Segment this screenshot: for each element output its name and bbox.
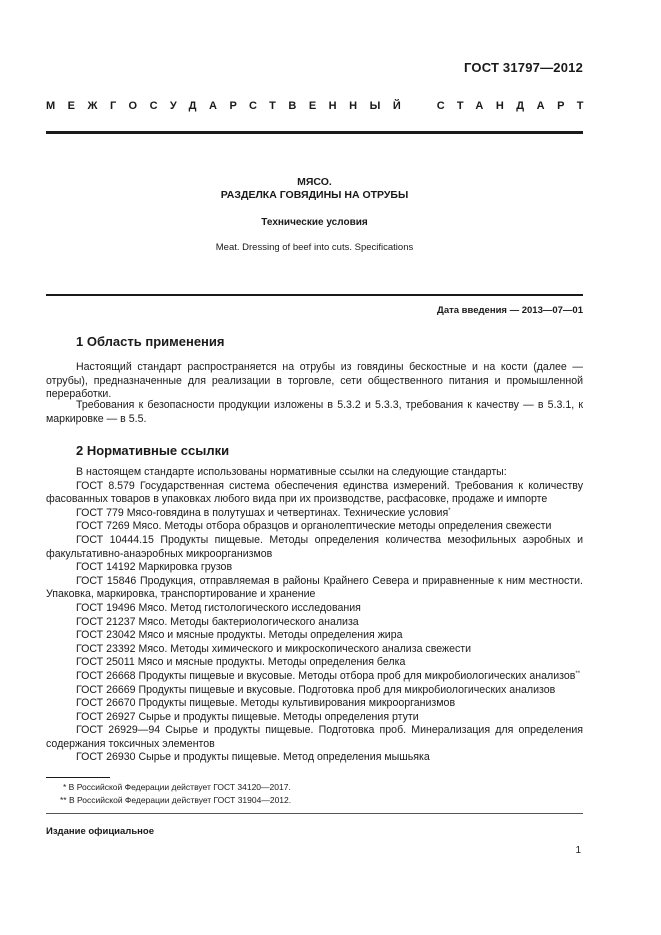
banner-right: СТАНДАРТ [436, 100, 596, 112]
reference-text: ГОСТ 19496 Мясо. Метод гистологического исследования [76, 601, 361, 614]
standard-banner [46, 100, 596, 112]
reference-item [46, 629, 583, 643]
page-number: 1 [575, 845, 581, 856]
reference-item [46, 670, 583, 684]
reference-text: ГОСТ 25011 Мясо и мясные продукты. Методы определения белка [76, 656, 406, 669]
reference-item [46, 602, 583, 616]
title-line-1: МЯСО. [297, 176, 332, 188]
reference-item [46, 480, 583, 507]
reference-item [46, 656, 583, 670]
document-number: ГОСТ 31797—2012 [464, 60, 583, 75]
reference-text: ГОСТ 779 Мясо-говядина в полутушах и четвертинах. Технические условия [76, 506, 449, 519]
reference-item [46, 684, 583, 698]
reference-item [46, 561, 583, 575]
reference-text: ГОСТ 26668 Продукты пищевые и вкусовые. Методы отбора проб для микробиологических анализов [76, 669, 576, 682]
reference-item [46, 507, 583, 521]
reference-text: ГОСТ 23392 Мясо. Методы химического и микроскопического анализа свежести [76, 642, 472, 655]
reference-text: ГОСТ 10444.15 Продукты пищевые. Методы определения количества мезофильных аэробных и факультативно-анаэробных микроорганизмов [46, 533, 583, 560]
reference-text: ГОСТ 26929—94 Сырье и продукты пищевые. Подготовка проб. Минерализация для определения содержания токсичных элементов [46, 724, 583, 750]
subtitle: Технические условия [261, 217, 368, 228]
banner-left: МЕЖГОСУДАРСТВЕННЫЙ [46, 100, 414, 112]
paragraph-text: Требования к безопасности продукции изложены в 5.3.2 и 5.3.3, требования к качеству — в 5.3.1, к маркировке — в 5.5. [46, 399, 583, 425]
reference-item [46, 643, 583, 657]
reference-text: ГОСТ 26927 Сырье и продукты пищевые. Методы определения ртути [76, 710, 419, 723]
reference-text: ГОСТ 21237 Мясо. Методы бактериологического анализа [76, 615, 359, 628]
title-line-2: РАЗДЕЛКА ГОВЯДИНЫ НА ОТРУБЫ [220, 189, 409, 201]
reference-text: ГОСТ 8.579 Государственная система обеспечения единства измерений. Требования к количеству фасованных товаров в упаковках любого вида при их производстве, расфасовке, продаже и импорте [46, 479, 583, 506]
reference-text: ГОСТ 26669 Продукты пищевые и вкусовые. Подготовка проб для микробиологических анализов [76, 683, 556, 696]
footer-rule [46, 813, 583, 814]
footnote-1: * В Российской Федерации действует ГОСТ 34120—2017. [63, 782, 291, 792]
introduction-date: Дата введения — 2013—07—01 [437, 305, 583, 316]
references-intro: В настоящем стандарте использованы нормативные ссылки на следующие стандарты: [76, 466, 507, 478]
english-title: Meat. Dressing of beef into cuts. Specifications [215, 242, 414, 253]
references-list [46, 466, 583, 765]
reference-item [46, 575, 583, 602]
reference-text: ГОСТ 7269 Мясо. Методы отбора образцов и органолептические методы определения свежести [76, 520, 552, 533]
section-1-heading: 1 Область применения [76, 334, 225, 349]
footnote-2: ** В Российской Федерации действует ГОСТ 31904—2012. [60, 795, 292, 805]
title-rule [46, 294, 583, 296]
reference-text: ГОСТ 15846 Продукция, отправляемая в районы Крайнего Севера и приравненные к ним местности. Упаковка, маркировка, транспортирование и хранение [46, 574, 583, 601]
reference-item [46, 697, 583, 711]
header-rule [46, 131, 583, 134]
footnote-rule [46, 777, 110, 778]
reference-item [46, 534, 583, 561]
footnote-marker: * [448, 507, 451, 514]
footnote-marker: ** [575, 670, 581, 677]
reference-text: ГОСТ 14192 Маркировка грузов [76, 561, 233, 574]
paragraph-text: Настоящий стандарт распространяется на отрубы из говядины бескостные и на кости (далее — отрубы), предназначенные для реализации в торговле, сети общественного питания и промышленной переработки. [46, 361, 583, 401]
reference-text: ГОСТ 23042 Мясо и мясные продукты. Методы определения жира [76, 629, 403, 642]
reference-item [46, 711, 583, 725]
reference-item [46, 724, 583, 751]
section-1-paragraph-1 [46, 361, 583, 402]
section-2-heading: 2 Нормативные ссылки [76, 443, 230, 458]
reference-text: ГОСТ 26930 Сырье и продукты пищевые. Метод определения мышьяка [76, 751, 430, 764]
reference-text: ГОСТ 26670 Продукты пищевые. Методы культивирования микроорганизмов [76, 697, 456, 710]
section-1-paragraph-2 [46, 399, 583, 426]
edition-label: Издание официальное [46, 826, 154, 837]
reference-item [46, 616, 583, 630]
reference-item [46, 520, 583, 534]
reference-item [46, 751, 583, 765]
